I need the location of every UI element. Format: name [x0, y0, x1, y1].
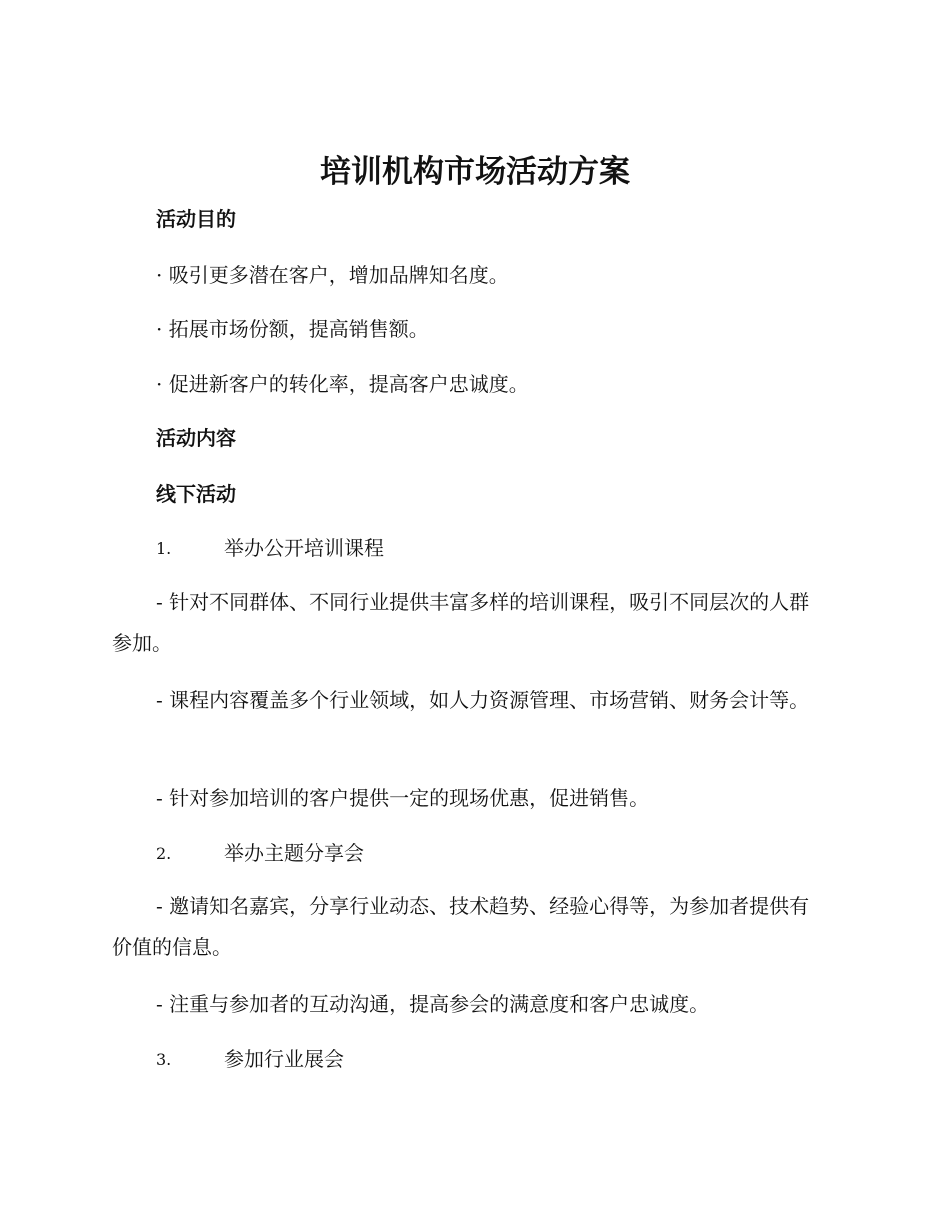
item-1-number: 1.: [156, 539, 172, 558]
item-2-detail-2: - 注重与参加者的互动沟通，提高参会的满意度和客户忠诚度。: [156, 992, 710, 1016]
document-title: 培训机构市场活动方案: [320, 154, 630, 190]
section-heading-content: 活动内容: [156, 426, 236, 450]
item-3-label: 参加行业展会: [224, 1047, 344, 1071]
item-2-detail-1: - 邀请知名嘉宾，分享行业动态、技术趋势、经验心得等，为参加者提供有价值的信息。: [112, 894, 810, 959]
item-1-detail-1: - 针对不同群体、不同行业提供丰富多样的培训课程，吸引不同层次的人群参加。: [112, 590, 810, 655]
item-2-number: 2.: [156, 844, 172, 863]
item-3-number: 3.: [156, 1050, 172, 1069]
item-1-detail-3: - 针对参加培训的客户提供一定的现场优惠，促进销售。: [156, 786, 650, 810]
item-2-label: 举办主题分享会: [224, 841, 364, 865]
purpose-item-1: · 吸引更多潜在客户，增加品牌知名度。: [156, 263, 509, 287]
section-heading-purpose: 活动目的: [156, 207, 236, 231]
section-heading-offline: 线下活动: [156, 482, 236, 506]
item-1-detail-2: - 课程内容覆盖多个行业领域，如人力资源管理、市场营销、财务会计等。: [156, 688, 810, 712]
purpose-item-2: · 拓展市场份额，提高销售额。: [156, 317, 429, 341]
purpose-item-3: · 促进新客户的转化率，提高客户忠诚度。: [156, 372, 529, 396]
item-1-label: 举办公开培训课程: [224, 536, 384, 560]
